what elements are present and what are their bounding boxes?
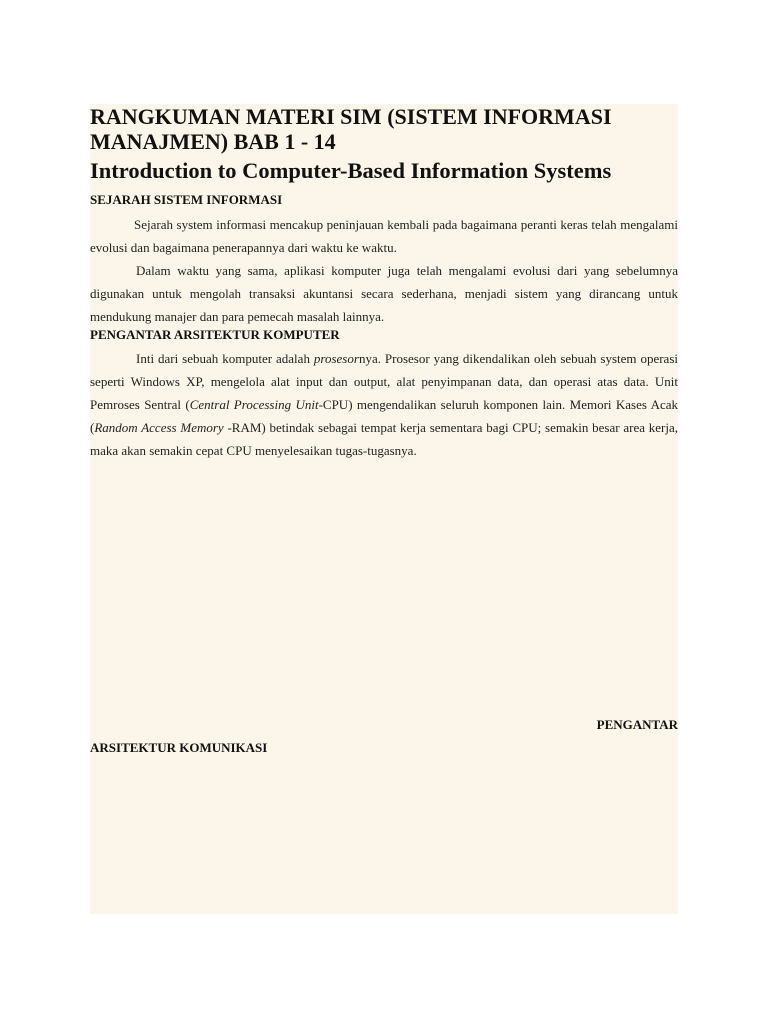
section-heading-pengantar: PENGANTAR: [596, 717, 678, 732]
paragraph-text-part: Inti dari sebuah komputer adalah: [136, 351, 314, 366]
paragraph-emphasis: prosesor: [313, 351, 359, 366]
paragraph-sejarah-2: [90, 259, 678, 328]
section-heading-arsitektur-komputer: PENGANTAR ARSITEKTUR KOMPUTER: [90, 327, 340, 342]
paragraph-text: Dalam waktu yang sama, aplikasi komputer juga telah mengalami evolusi dari yang sebelumnya digunakan untuk mengolah transaksi akuntansi secara sederhana, menjadi sistem yang dirancang untuk mendukung manajer dan para pemecah masalah lainnya.: [90, 263, 678, 324]
document-page: [90, 104, 678, 914]
paragraph-sejarah-1: [90, 213, 678, 259]
paragraph-emphasis: Central Processing Unit: [189, 397, 319, 412]
section-heading-arsitektur-komunikasi: ARSITEKTUR KOMUNIKASI: [90, 740, 268, 755]
paragraph-arsitektur-komputer: [90, 347, 678, 462]
paragraph-text-part: nya. Prosesor yang dikendalikan oleh sebuah system operasi seperti Windows XP, mengelola alat input dan output, alat penyimpanan data, dan operasi atas data. Unit Pemroses Sentral (: [90, 351, 678, 412]
paragraph-text-part: -CPU) mengendalikan seluruh komponen lain. Memori Kases Acak (: [90, 397, 679, 435]
section-heading-sejarah: SEJARAH SISTEM INFORMASI: [90, 192, 283, 207]
document-subtitle: Introduction to Computer-Based Information Systems: [90, 158, 612, 183]
paragraph-emphasis: Random Access Memory: [94, 420, 224, 435]
document-title: RANGKUMAN MATERI SIM (SISTEM INFORMASI MANAJMEN) BAB 1 - 14: [90, 104, 612, 154]
paragraph-text-part: -RAM) betindak sebagai tempat kerja sementara bagi CPU; semakin besar area kerja, maka akan semakin cepat CPU menyelesaikan tugas-tugasnya.: [90, 420, 678, 458]
paragraph-text: Sejarah system informasi mencakup peninjauan kembali pada bagaimana peranti keras telah mengalami evolusi dan bagaimana penerapannya dari waktu ke waktu.: [90, 217, 678, 255]
